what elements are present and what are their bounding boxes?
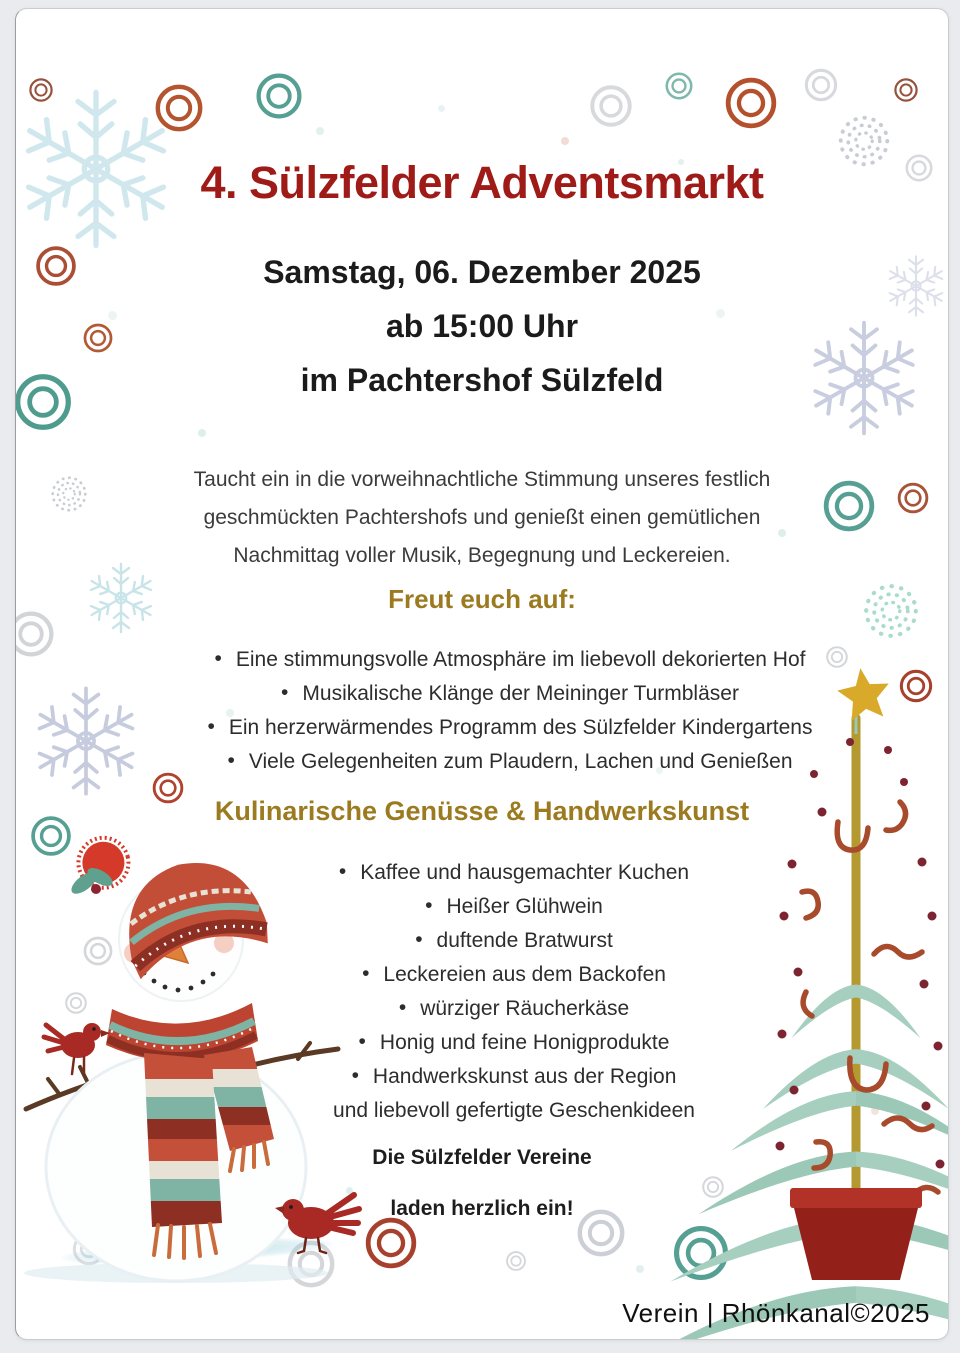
dot <box>561 137 569 145</box>
ring-icon <box>363 1215 419 1271</box>
dot <box>316 127 324 135</box>
list-item: • Kaffee und hausgemachter Kuchen <box>48 856 949 890</box>
list-item: • Heißer Glühwein <box>48 890 949 924</box>
list-item: • würziger Räucherkäse <box>48 992 949 1026</box>
dot <box>636 1265 644 1273</box>
ring-icon <box>893 77 919 103</box>
event-location: im Pachtershof Sülzfeld <box>300 362 664 398</box>
list-item-continuation: und liebevoll gefertigte Geschenkideen <box>333 1099 695 1122</box>
ring-icon <box>701 1175 725 1199</box>
list-item: • Eine stimmungsvolle Atmosphäre im liebevoll dekorierten Hof <box>44 643 949 677</box>
ring-icon <box>254 71 304 121</box>
highlights-heading: Freut euch auf: <box>388 584 576 614</box>
red-bird-icon <box>266 1185 361 1255</box>
page-title: 4. Sülzfelder Adventsmarkt <box>200 157 764 208</box>
list-item: • Viele Gelegenheiten zum Plaudern, Lachen und Genießen <box>44 745 949 779</box>
christmas-tree-illustration <box>754 654 949 1286</box>
ring-icon <box>28 77 54 103</box>
intro-line: Nachmittag voller Musik, Begegnung und Leckereien. <box>233 544 731 567</box>
list-item: • Musikalische Klänge der Meininger Turmbläser <box>44 677 949 711</box>
watermark-credit: Verein | Rhönkanal©2025 <box>622 1298 930 1328</box>
ring-icon <box>671 1223 731 1283</box>
flyer-page <box>15 8 949 1340</box>
list-item: • Ein herzerwärmendes Programm des Sülzfelder Kindergartens <box>44 711 949 745</box>
intro-paragraph <box>16 461 948 575</box>
ring-icon <box>588 83 634 129</box>
red-bird-icon <box>44 1023 110 1074</box>
ring-icon <box>803 67 839 103</box>
closing-line-1: Die Sülzfelder Vereine <box>372 1146 592 1169</box>
list-item: • Handwerkskunst aus der Region <box>48 1060 949 1094</box>
offerings-heading: Kulinarische Genüsse & Handwerkskunst <box>214 796 750 826</box>
event-time: ab 15:00 Uhr <box>385 308 579 344</box>
list-item: • Leckereien aus dem Backofen <box>48 958 949 992</box>
dot <box>438 105 445 112</box>
list-item: • Honig und feine Honigprodukte <box>48 1026 949 1060</box>
intro-line: geschmückten Pachtershofs und genießt einen gemütlichen <box>203 506 761 529</box>
event-date: Samstag, 06. Dezember 2025 <box>263 254 701 290</box>
closing-line-2: laden herzlich ein! <box>390 1197 574 1220</box>
ring-icon <box>153 82 205 134</box>
ring-icon <box>505 1250 527 1272</box>
list-item: • duftende Bratwurst <box>48 924 949 958</box>
ring-icon <box>723 75 779 131</box>
intro-line: Taucht ein in die vorweihnachtliche Stimmung unseres festlich <box>193 468 771 491</box>
ring-icon <box>664 71 694 101</box>
event-details <box>16 245 948 407</box>
dot <box>198 429 206 437</box>
